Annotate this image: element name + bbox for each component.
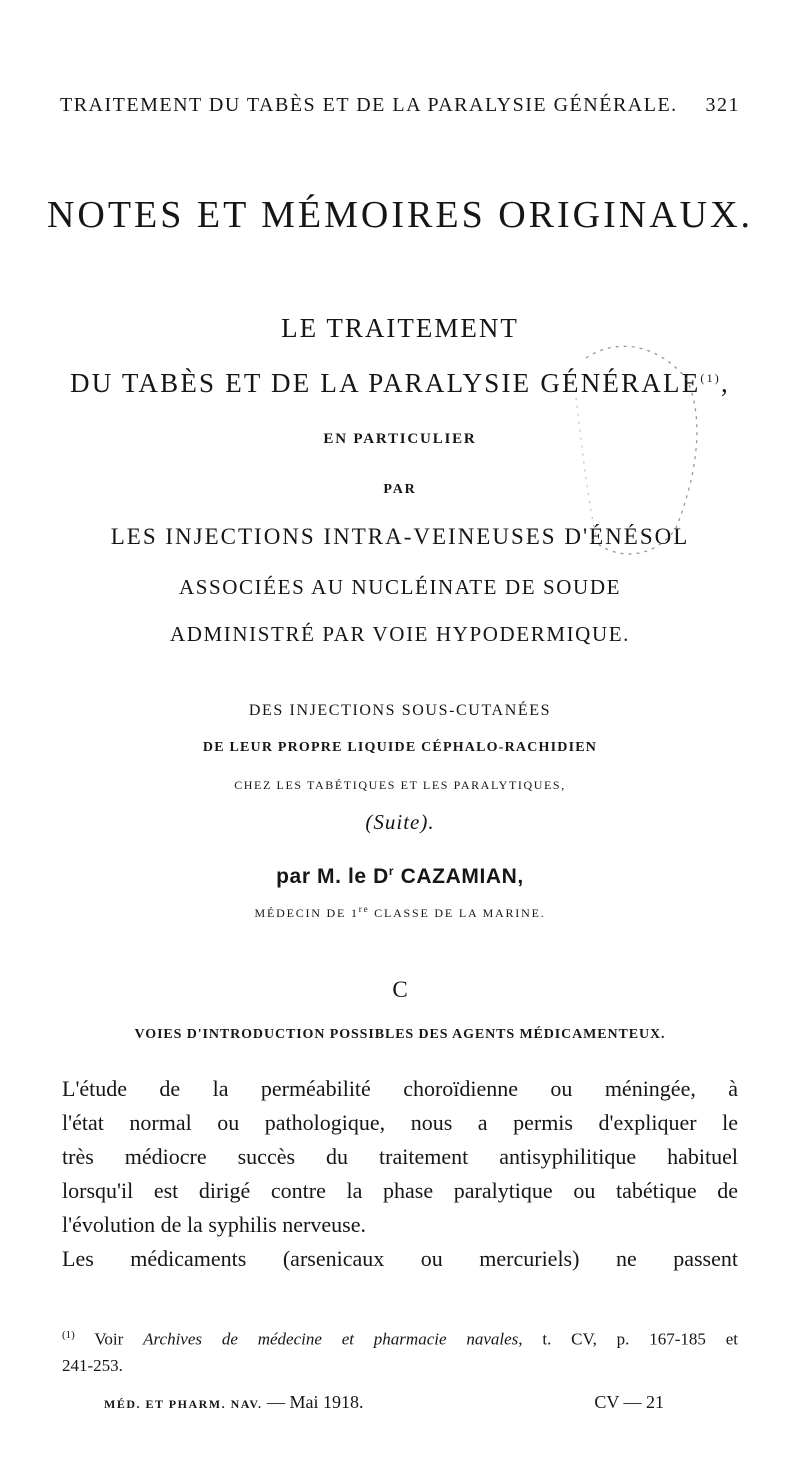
page-footer	[104, 1392, 664, 1413]
subsection-heading: VOIES D'INTRODUCTION POSSIBLES DES AGENTS MÉDICAMENTEUX.	[134, 1027, 666, 1042]
footer-volume: CV — 21	[594, 1392, 664, 1412]
footer-journal: MÉD. ET PHARM. NAV.	[104, 1397, 263, 1411]
article-title-line-2-trail: ,	[721, 368, 730, 398]
body-text	[62, 1072, 738, 1276]
footnote-reference: (1)	[700, 371, 721, 385]
running-header	[60, 94, 740, 117]
footer-left	[104, 1392, 364, 1413]
affiliation-sup: re	[358, 904, 370, 914]
section-title: NOTES ET MÉMOIRES ORIGINAUX.	[46, 194, 754, 236]
footnote-prefix: Voir	[74, 1329, 144, 1349]
subsection-letter: C	[392, 977, 408, 1002]
body-line: très médiocre succès du traitement antisyphilitique habituel	[62, 1144, 738, 1169]
subtitle-line-2: DE LEUR PROPRE LIQUIDE CÉPHALO-RACHIDIEN	[202, 740, 598, 755]
article-title-line-5: LES INJECTIONS INTRA-VEINEUSES D'ÉNÉSOL	[110, 524, 690, 549]
article-title-line-3: EN PARTICULIER	[323, 431, 477, 447]
subtitle-line-1: DES INJECTIONS SOUS-CUTANÉES	[248, 702, 552, 719]
article-title-line-7: ADMINISTRÉ PAR VOIE HYPODERMIQUE.	[170, 622, 630, 646]
body-line: l'évolution de la syphilis nerveuse.	[62, 1212, 366, 1237]
article-title-line-2-text: DU TABÈS ET DE LA PARALYSIE GÉNÉRALE	[70, 368, 701, 398]
article-title-line-1: LE TRAITEMENT	[281, 313, 519, 343]
page-number: 321	[705, 94, 740, 116]
author-line	[0, 864, 800, 889]
body-line: lorsqu'il est dirigé contre la phase paralytique ou tabétique de	[62, 1178, 738, 1203]
footnote	[62, 1322, 738, 1379]
footnote-marker: (1)	[62, 1329, 75, 1341]
affiliation-rest: CLASSE DE LA MARINE.	[369, 906, 546, 920]
footnote-journal: Archives de médecine et pharmacie navales	[143, 1329, 519, 1349]
subtitle-line-3: CHEZ LES TABÉTIQUES ET LES PARALYTIQUES,	[234, 778, 566, 792]
article-title-line-4: PAR	[383, 482, 417, 497]
affiliation-prefix: MÉDECIN DE 1	[254, 906, 359, 920]
running-header-title: TRAITEMENT DU TABÈS ET DE LA PARALYSIE GÉNÉRALE.	[60, 94, 678, 116]
body-line: L'étude de la perméabilité choroïdienne ou méningée, à	[62, 1076, 738, 1101]
library-stamp-mark	[546, 338, 706, 568]
footnote-rest: , t. CV, p. 167-185 et	[518, 1329, 738, 1349]
body-line: l'état normal ou pathologique, nous a permis d'expliquer le	[62, 1110, 738, 1135]
author-affiliation	[0, 904, 800, 921]
suite-label: (Suite).	[365, 810, 435, 834]
footer-date: — Mai 1918.	[267, 1392, 364, 1412]
footnote-line-1	[62, 1322, 738, 1353]
article-title-line-6: ASSOCIÉES AU NUCLÉINATE DE SOUDE	[178, 575, 622, 599]
footnote-line-2: 241-253.	[62, 1355, 123, 1375]
author-sup: r	[388, 864, 395, 878]
body-line: Les médicaments (arsenicaux ou mercuriels) ne passent	[62, 1246, 738, 1271]
author-name: CAZAMIAN,	[394, 865, 524, 888]
author-prefix: par M. le D	[276, 865, 389, 888]
